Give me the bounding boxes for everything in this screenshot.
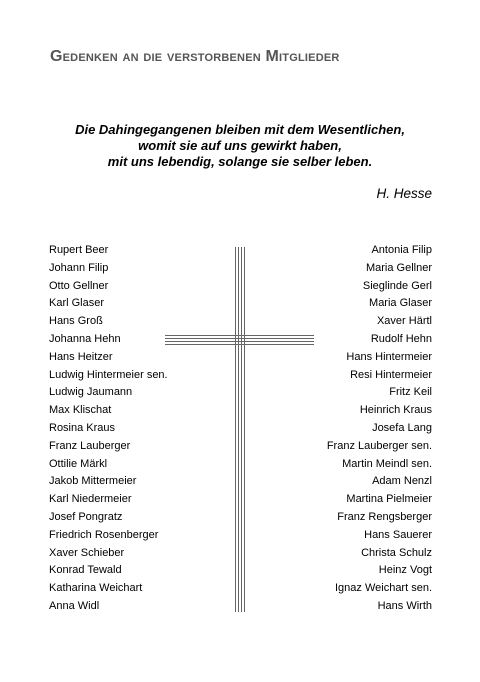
list-item: Heinz Vogt — [378, 564, 432, 577]
quote-line: Die Dahingegangenen bleiben mit dem Wesentlichen, — [75, 122, 405, 137]
list-item: Konrad Tewald — [49, 564, 122, 577]
quote-line: mit uns lebendig, solange sie selber leben. — [107, 154, 373, 169]
page-title: Gedenken an die verstorbenen Mitglieder — [50, 48, 340, 65]
list-item: Hans Groß — [49, 315, 103, 328]
list-item: Karl Niedermeier — [49, 493, 132, 506]
list-item: Josefa Lang — [372, 421, 432, 434]
list-item: Hans Wirth — [377, 599, 432, 612]
quote-author: H. Hesse — [376, 186, 432, 201]
quote-line: womit sie auf uns gewirkt haben, — [138, 138, 342, 153]
list-item: Rupert Beer — [49, 244, 109, 256]
list-item: Antonia Filip — [371, 244, 432, 256]
list-item: Franz Lauberger sen. — [326, 439, 432, 452]
list-item: Katharina Weichart — [49, 582, 143, 595]
list-item: Anna Widl — [49, 599, 100, 612]
list-item: Friedrich Rosenberger — [49, 528, 159, 541]
list-item: Adam Nenzl — [372, 475, 432, 488]
list-item: Karl Glaser — [49, 297, 105, 310]
list-item: Hans Sauerer — [364, 528, 432, 541]
list-item: Resi Hintermeier — [350, 368, 432, 381]
list-item: Ludwig Jaumann — [49, 386, 133, 399]
list-item: Hans Heitzer — [49, 350, 113, 363]
list-item: Maria Glaser — [369, 297, 432, 310]
list-item: Xaver Schieber — [49, 546, 125, 559]
list-item: Sieglinde Gerl — [362, 279, 432, 292]
list-item: Jakob Mittermeier — [49, 475, 137, 488]
list-item: Christa Schulz — [361, 546, 432, 559]
list-item: Heinrich Kraus — [359, 404, 432, 417]
list-item: Rosina Kraus — [49, 421, 116, 434]
list-item: Josef Pongratz — [49, 510, 123, 523]
list-item: Franz Lauberger — [49, 439, 131, 452]
list-item: Max Klischat — [49, 404, 112, 417]
list-item: Maria Gellner — [365, 261, 432, 274]
list-item: Hans Hintermeier — [346, 350, 432, 363]
list-item: Xaver Härtl — [376, 315, 432, 328]
list-item: Johanna Hehn — [49, 332, 121, 345]
list-item: Ignaz Weichart sen. — [334, 582, 432, 595]
list-item: Ludwig Hintermeier sen. — [49, 368, 168, 381]
list-item: Rudolf Hehn — [370, 332, 432, 345]
list-item: Ottilie Märkl — [49, 457, 108, 470]
list-item: Martin Meindl sen. — [342, 457, 432, 470]
list-item: Franz Rengsberger — [337, 510, 432, 523]
list-item: Fritz Keil — [389, 386, 432, 399]
quote — [30, 122, 450, 170]
list-item: Otto Gellner — [49, 279, 109, 292]
names-list-left — [49, 242, 168, 616]
list-item: Johann Filip — [49, 261, 109, 274]
list-item: Martina Pielmeier — [346, 493, 432, 506]
names-list-right — [327, 242, 432, 616]
